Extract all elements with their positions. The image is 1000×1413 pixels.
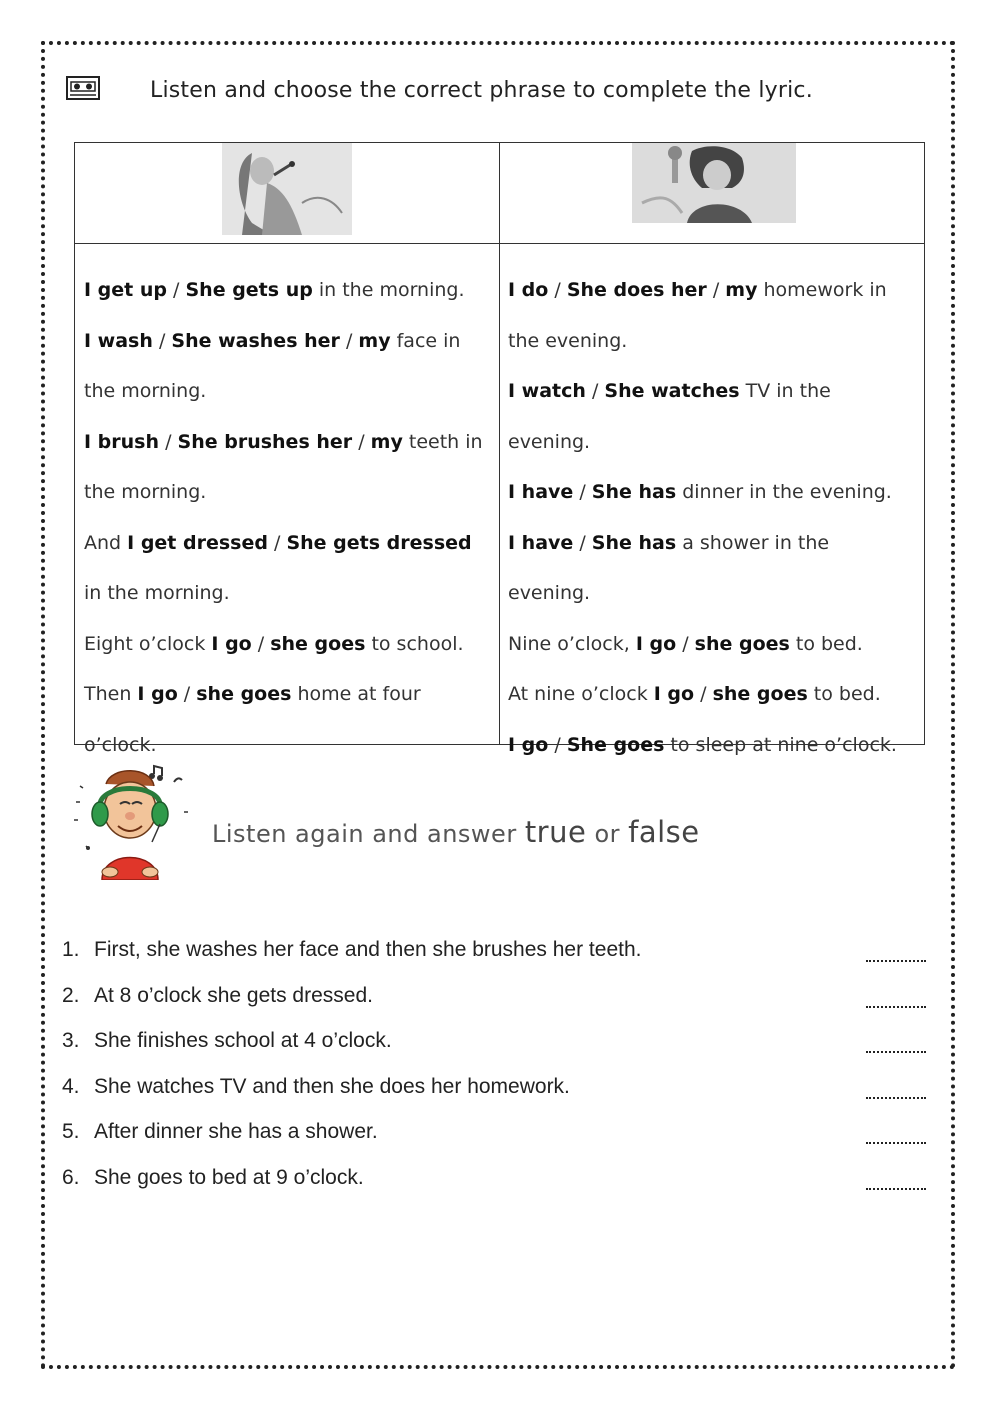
singer-woman-image <box>222 143 352 235</box>
phrase-option: she goes <box>270 632 366 655</box>
phrase-option: I go <box>653 683 695 705</box>
lyric-text: / <box>167 279 186 301</box>
lyric-text: homework in the evening. <box>508 279 887 352</box>
phrase-option: I do <box>508 279 549 301</box>
headphones-boy-icon <box>66 762 190 880</box>
phrase-option: my <box>725 279 758 301</box>
phrase-option: She goes <box>566 733 665 756</box>
lyrics-column-left <box>84 265 492 770</box>
list-item <box>62 1075 926 1121</box>
phrase-option: She has <box>591 531 677 554</box>
lyric-line <box>508 265 916 366</box>
lyric-line <box>84 316 492 417</box>
table-column-divider <box>499 143 500 744</box>
lyrics-table <box>74 142 925 756</box>
phrase-option: I have <box>508 531 574 554</box>
statement-text: After dinner she has a shower. <box>94 1120 378 1143</box>
phrase-option: She brushes her <box>177 430 353 453</box>
statement-text: At 8 o’clock she gets dressed. <box>94 983 373 1007</box>
lyrics-column-right <box>508 265 916 770</box>
list-item <box>62 1166 926 1212</box>
table-row-divider <box>75 243 924 244</box>
lyric-text: teeth in the morning. <box>84 430 483 503</box>
phrase-option: I go <box>211 632 252 655</box>
phrase-option: I go <box>508 733 549 756</box>
lyric-text: a shower in the evening. <box>508 531 830 604</box>
list-item <box>62 984 926 1030</box>
lyric-line <box>84 619 492 670</box>
lyric-line <box>84 518 492 619</box>
lyric-text: / <box>339 329 359 352</box>
lyric-text: / <box>177 683 197 705</box>
lyric-text: / <box>267 531 287 554</box>
lyric-text: to sleep at nine o’clock. <box>664 733 897 756</box>
item-number: 5. <box>62 1120 80 1143</box>
lyric-line <box>508 518 916 619</box>
phrase-option: She does her <box>566 279 707 301</box>
lyric-text: / <box>573 531 592 554</box>
lyric-text: / <box>251 632 271 655</box>
lyric-line <box>508 619 916 670</box>
instruction-text: Listen again and answer <box>212 820 525 848</box>
lyric-line <box>84 669 492 770</box>
item-number: 2. <box>62 983 80 1007</box>
phrase-option: She watches <box>604 380 740 402</box>
instruction-false: false <box>628 815 700 849</box>
lyric-text: home at four o’clock. <box>84 683 421 756</box>
true-false-list <box>62 938 926 1211</box>
lyric-text: face in the morning. <box>84 329 461 402</box>
lyric-text: / <box>706 279 726 301</box>
answer-blank[interactable] <box>866 994 926 1008</box>
lyric-text: dinner in the evening. <box>676 481 892 503</box>
cassette-icon <box>66 76 100 100</box>
lyric-text: Eight o’clock <box>84 632 212 655</box>
list-item <box>62 938 926 984</box>
lyric-text: to school. <box>365 632 464 655</box>
phrase-option: she goes <box>694 632 790 655</box>
phrase-option: She washes her <box>171 329 340 352</box>
instruction-heading: Listen and choose the correct phrase to complete the lyric. <box>150 78 813 103</box>
phrase-option: She has <box>591 481 677 503</box>
phrase-option: I go <box>635 632 677 655</box>
phrase-option: I get up <box>84 279 167 301</box>
lyric-line <box>508 467 916 518</box>
lyric-text: Then <box>84 683 138 705</box>
answer-blank[interactable] <box>866 1085 926 1099</box>
lyric-text: / <box>152 329 172 352</box>
phrase-option: I brush <box>84 430 160 453</box>
item-number: 6. <box>62 1165 80 1189</box>
statement-text: She goes to bed at 9 o’clock. <box>94 1165 364 1189</box>
phrase-option: She gets dressed <box>286 531 472 554</box>
phrase-option: my <box>370 430 403 453</box>
singer-boy-image <box>632 143 796 223</box>
lyric-text: / <box>694 683 713 705</box>
lyric-line <box>508 720 916 771</box>
lyric-line <box>508 669 916 720</box>
phrase-option: I go <box>137 683 178 705</box>
instruction-true-false <box>212 815 700 849</box>
lyric-text: / <box>159 430 178 453</box>
phrase-option: I have <box>508 481 574 503</box>
phrase-option: my <box>358 329 391 352</box>
phrase-option: She gets up <box>185 279 313 301</box>
instruction-true: true <box>524 815 587 849</box>
lyric-text: TV in the evening. <box>508 380 831 453</box>
answer-blank[interactable] <box>866 1130 926 1144</box>
lyric-line <box>84 417 492 518</box>
lyric-text: to bed. <box>789 632 863 655</box>
lyric-text: / <box>676 632 695 655</box>
lyric-line <box>84 265 492 316</box>
item-number: 1. <box>62 938 80 961</box>
lyric-text: in the morning. <box>84 582 230 604</box>
item-number: 3. <box>62 1029 80 1052</box>
statement-text: She watches TV and then she does her homework. <box>94 1074 570 1098</box>
lyric-line <box>508 366 916 467</box>
answer-blank[interactable] <box>866 948 926 962</box>
lyric-text: to bed. <box>807 683 881 705</box>
lyric-text: Nine o’clock, <box>508 632 636 655</box>
phrase-option: I wash <box>84 329 153 352</box>
phrase-option: she goes <box>712 683 808 705</box>
item-number: 4. <box>62 1074 80 1098</box>
phrase-option: I get dressed <box>127 531 268 554</box>
instruction-or: or <box>586 820 629 848</box>
answer-blank[interactable] <box>866 1039 926 1053</box>
lyric-text: in the morning. <box>312 279 465 301</box>
lyric-text: / <box>352 430 371 453</box>
lyric-text: And <box>84 531 128 554</box>
statement-text: She finishes school at 4 o’clock. <box>94 1029 392 1052</box>
lyric-text: / <box>548 733 567 756</box>
lyric-text: / <box>573 481 592 503</box>
lyric-text: / <box>585 380 605 402</box>
lyric-text: / <box>548 279 567 301</box>
statement-text: First, she washes her face and then she brushes her teeth. <box>94 938 642 961</box>
phrase-option: she goes <box>196 683 292 705</box>
answer-blank[interactable] <box>866 1176 926 1190</box>
lyric-text: At nine o’clock <box>508 683 654 705</box>
list-item <box>62 1029 926 1075</box>
phrase-option: I watch <box>508 380 586 402</box>
list-item <box>62 1120 926 1166</box>
